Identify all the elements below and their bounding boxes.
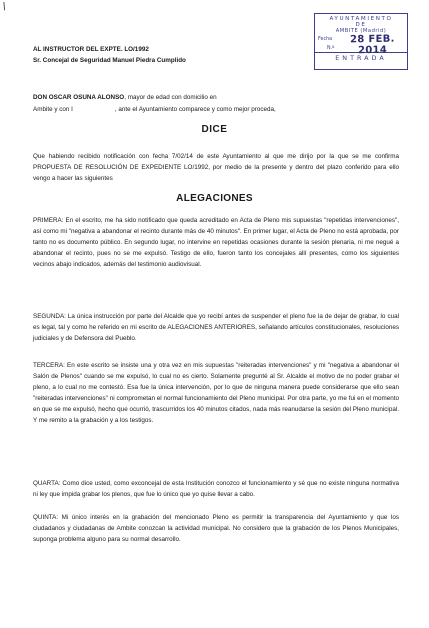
intro-line-1-rest: , mayor de edad con domicilio en: [124, 94, 217, 101]
applicant-name: DON OSCAR OSUNA ALONSO: [33, 94, 125, 101]
alegacion-segunda-text: SEGUNDA: La única instrucción por parte del Alcalde que yo recibí antes de suspender el pleno fue la de dejar de grabar, lo cual es legal, tal y como he referido en mi escrito de ALEGACIONES ANTERIORES, señalando artículos constitucionales, resoluciones judiciales y de Defensora del Pueblo.: [33, 313, 399, 342]
dice-paragraph-text: Que habiendo recibido notificación con fecha 7/02/14 de este Ayuntamiento al que me dirijo por la que se me confirma PROPUESTA DE RESOLUCIÓN DE EXPEDIENTE LO/1992, por medio de la presente y dentro del plazo conferido para ello vengo a hacer las siguientes: [33, 153, 399, 182]
alegacion-segunda: [33, 312, 399, 345]
addressee-line-1: AL INSTRUCTOR DEL EXPTE. LO/1992: [33, 46, 149, 53]
addressee-line-2: Sr. Concejal de Seguridad Manuel Piedra Cumplido: [33, 57, 186, 64]
alegacion-tercera: [33, 361, 399, 426]
alegacion-cuarta-text: QUARTA: Como dice usted, como exconcejal de esta Institución conozco el funcionamiento y sé que no existe ninguna normativa ni ley que impida grabar los plenos, que fue lo único que yo quise llevar a cabo.: [33, 480, 399, 498]
alegacion-quinta-text: QUINTA: Mi único interés en la grabación del mencionado Pleno es permitir la transparencia del Ayuntamiento y que los ciudadanos y ciudadanas de Ambite conozcan la actividad municipal. No considero que la grabación de los Plenos Municipales, suponga problema alguno para su normal desarrollo.: [33, 514, 399, 543]
alegaciones-heading: ALEGACIONES: [176, 193, 253, 204]
alegacion-cuarta: [33, 479, 399, 501]
intro-line-1: [33, 92, 399, 104]
intro-block: [33, 92, 399, 115]
stamp-line-2: DE: [355, 22, 367, 28]
alegacion-quinta: [33, 513, 399, 546]
dice-paragraph: [33, 152, 399, 185]
stamp-entrada: ENTRADA: [335, 54, 387, 62]
alegacion-primera-text: PRIMERA: En el escrito, me ha sido notificado que queda acreditado en Acta de Pleno mis supuestas "repetidas intervenciones", así como mi "negativa a abandonar el recinto durante más de 40 minutos". En primer lugar, el Acta de Pleno no está aprobada, por tanto no es documento público. En segundo lugar, no intervine en repetidas ocasiones durante la sesión plenaria, ni me negué a abandonar el recinto, pues no se me expulsó. Testigo de ello, fueron tanto los concejales allí presentes, como los siguientes vecinos abajo indicados, además del testimonio audiovisual.: [33, 217, 399, 268]
stamp-line-3: AMBITE (Madrid): [335, 28, 387, 34]
addressee-header: [33, 44, 186, 66]
registry-stamp: [314, 13, 408, 70]
corner-mark: /: [1, 0, 9, 14]
stamp-line-1: AYUNTAMIENTO: [329, 16, 393, 22]
dice-heading: DICE: [201, 124, 228, 135]
intro-line-2: Ambite y con I , ante el Ayuntamiento comparece y como mejor proceda,: [33, 105, 276, 113]
stamp-number-label: N.º: [327, 46, 335, 51]
stamp-date: 28 FEB. 2014: [350, 33, 395, 57]
stamp-fecha-label: Fecha: [318, 37, 333, 42]
alegacion-primera: [33, 216, 399, 271]
alegacion-tercera-text: TERCERA: En este escrito se insiste una y otra vez en mis supuestas "reiteradas intervenciones" y mi "negativa a abandonar el Salón de Plenos" cuando se me expulsó, lo cual no es cierto. Solamente pregunté al Sr. Alcalde el motivo de no poder grabar el pleno, a lo cual no me contestó. Esa fue la única intervención, por lo que de ninguna manera puede considerarse que ello sean "reiteradas intervenciones" ni comprometan el normal funcionamiento del Pleno municipal. Por otra parte, yo me fui en el momento en que se me expulsó, hecho que ocurrió, trascurridos los 40 minutos citados, nada más reanudarse la sesión del Pleno municipal. Y me remito a la grabación y a los testigos.: [33, 362, 399, 424]
